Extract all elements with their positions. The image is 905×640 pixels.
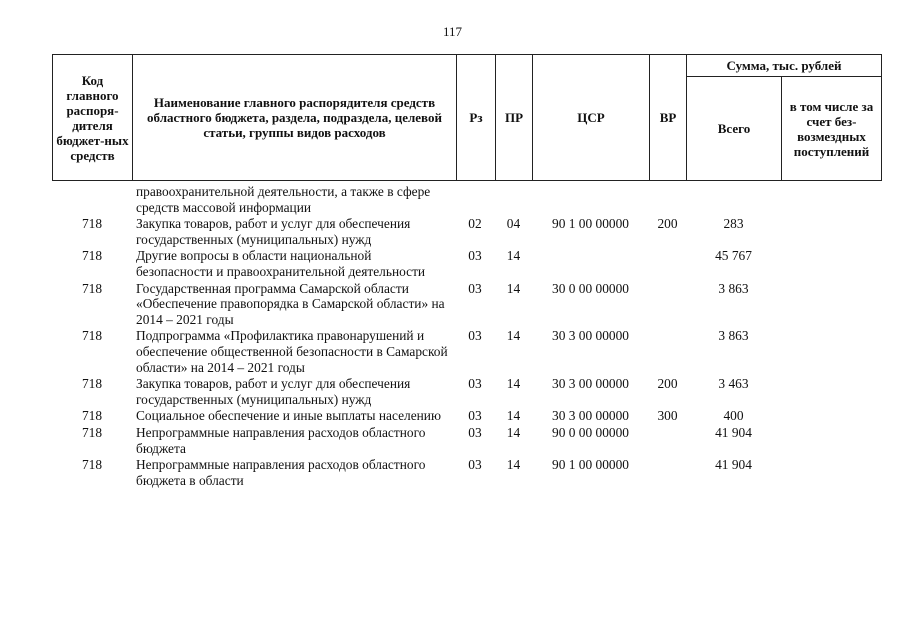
row-pr: 04 (506, 216, 521, 232)
row-total: 3 863 (718, 328, 749, 344)
row-total: 41 904 (715, 424, 752, 440)
row-total: 3 463 (718, 376, 749, 392)
row-name: Закупка товаров, работ и услуг для обеспечения государственных (муниципальных) нужд (136, 376, 411, 407)
row-rz: 03 (468, 408, 482, 424)
table-row (52, 425, 881, 456)
row-rz: 03 (468, 457, 482, 473)
table-row (52, 408, 881, 424)
table-body (52, 184, 881, 489)
row-csr: 30 3 00 00000 (552, 328, 629, 344)
page-number: 117 (442, 24, 463, 39)
row-name: Социальное обеспечение и иные выплаты населению (136, 408, 441, 424)
row-csr: 30 3 00 00000 (552, 408, 629, 424)
row-pr: 14 (506, 457, 521, 473)
row-total: 45 767 (715, 248, 752, 264)
row-code: 718 (81, 280, 103, 296)
header-code: Код главного распоря-дителя бюджет-ных средств (53, 55, 133, 181)
row-csr: 90 0 00 00000 (552, 424, 629, 440)
row-total: 41 904 (715, 457, 752, 473)
row-pr: 14 (506, 248, 521, 264)
row-csr: 90 1 00 00000 (552, 216, 629, 232)
header-csr: ЦСР (533, 55, 650, 181)
row-name: Государственная программа Самарской области «Обеспечение правопорядка в Самарской области» на 2014 – 2021 годы (136, 280, 445, 327)
row-csr: 90 1 00 00000 (552, 457, 629, 473)
row-code: 718 (81, 328, 103, 344)
row-rz: 02 (468, 216, 482, 232)
row-pr: 14 (506, 328, 521, 344)
row-pr: 14 (506, 280, 521, 296)
header-vr: ВР (650, 55, 687, 181)
row-total: 400 (723, 408, 744, 424)
header-rz: Рз (457, 55, 496, 181)
row-rz: 03 (468, 280, 482, 296)
table-row (52, 328, 881, 375)
header-pr: ПР (496, 55, 533, 181)
table-row (52, 376, 881, 407)
row-pr: 14 (506, 376, 521, 392)
table-header (52, 54, 882, 181)
row-pr: 14 (506, 424, 521, 440)
table-row (52, 184, 881, 215)
row-vr: 300 (657, 408, 678, 424)
row-total: 283 (723, 216, 744, 232)
header-free: в том числе за счет без-возмездных поступлений (782, 77, 882, 181)
table-row (52, 248, 881, 279)
row-csr: 30 0 00 00000 (552, 280, 629, 296)
row-name: Непрограммные направления расходов областного бюджета (136, 424, 426, 456)
row-code: 718 (81, 408, 103, 424)
row-csr: 30 3 00 00000 (552, 376, 629, 392)
header-sum: Сумма, тыс. рублей (687, 55, 882, 77)
row-total: 3 863 (718, 280, 749, 296)
table-row (52, 457, 881, 488)
row-vr: 200 (657, 376, 678, 392)
table-row (52, 281, 881, 328)
row-rz: 03 (468, 376, 482, 392)
row-name: Подпрограмма «Профилактика правонарушений и обеспечение общественной безопасности в Самарской области» на 2014 – 2021 годы (136, 328, 448, 375)
row-rz: 03 (468, 248, 482, 264)
row-pr: 14 (506, 408, 521, 424)
row-name: Другие вопросы в области национальной безопасности и правоохранительной деятельности (136, 248, 426, 279)
row-name: правоохранительной деятельности, а также в сфере средств массовой информации (136, 184, 431, 215)
row-rz: 03 (468, 424, 482, 440)
table-row (52, 216, 881, 247)
row-code: 718 (81, 457, 103, 473)
row-name: Непрограммные направления расходов областного бюджета в области (136, 457, 426, 488)
row-code: 718 (81, 248, 103, 264)
row-code: 718 (81, 216, 103, 232)
row-vr: 200 (657, 216, 678, 232)
row-code: 718 (81, 424, 103, 440)
header-name: Наименование главного распорядителя средств областного бюджета, раздела, подраздела, целевой статьи, группы видов расходов (133, 55, 457, 181)
row-name: Закупка товаров, работ и услуг для обеспечения государственных (муниципальных) нужд (136, 216, 411, 247)
row-code: 718 (81, 376, 103, 392)
header-total: Всего (687, 77, 782, 181)
row-rz: 03 (468, 328, 482, 344)
